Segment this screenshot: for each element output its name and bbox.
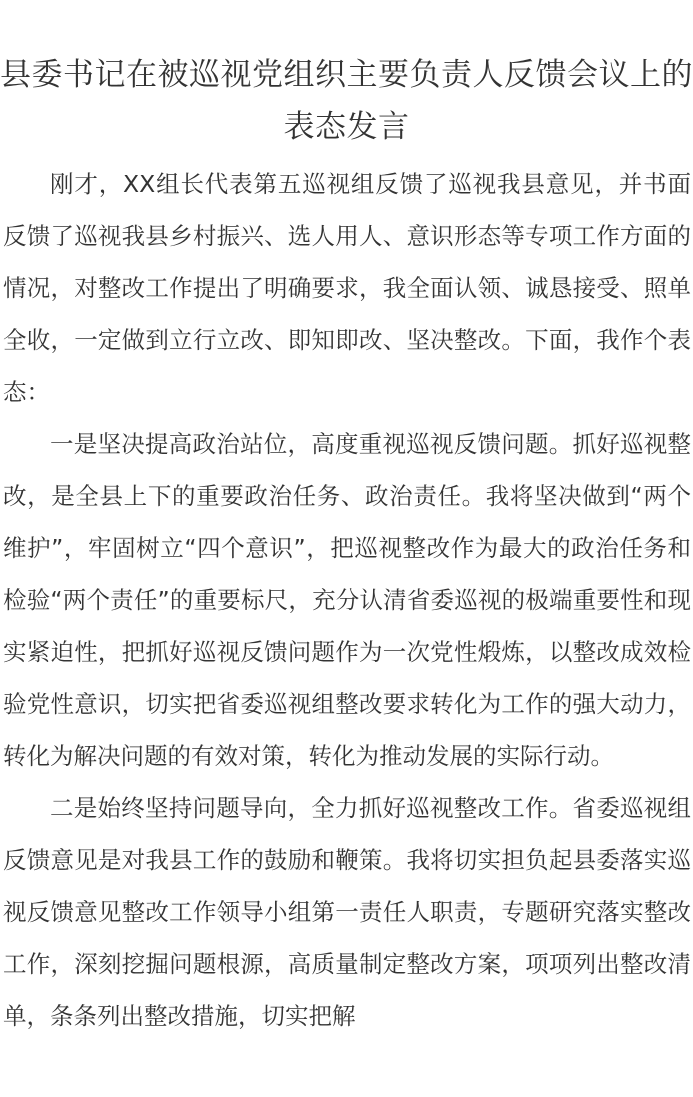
paragraph-point-one: 一是坚决提高政治站位，高度重视巡视反馈问题。抓好巡视整改，是全县上下的重要政治任务、政治责任。我将坚决做到“两个维护”，牢固树立“四个意识”，把巡视整改作为最大的政治任务和检验“两个责任”的重要标尺，充分认清省委巡视的极端重要性和现实紧迫性，把抓好巡视反馈问题作为一次党性煅炼，以整改成效检验党性意识，切实把省委巡视组整改要求转化为工作的强大动力，转化为解决问题的有效对策，转化为推动发展的实际行动。 xyxy=(3,430,691,770)
document-title: 县委书记在被巡视党组织主要负责人反馈会议上的表态发言 xyxy=(0,56,693,145)
paragraph-intro: 刚才，XX组长代表第五巡视组反馈了巡视我县意见，并书面反馈了巡视我县乡村振兴、选人用人、意识形态等专项工作方面的情况，对整改工作提出了明确要求，我全面认领、诚恳接受、照单全收，一定做到立行立改、即知即改、坚决整改。下面，我作个表态： xyxy=(3,170,691,406)
paragraph-point-two: 二是始终坚持问题导向，全力抓好巡视整改工作。省委巡视组反馈意见是对我县工作的鼓励和鞭策。我将切实担负起县委落实巡视反馈意见整改工作领导小组第一责任人职责，专题研究落实整改工作，深刻挖掘问题根源，高质量制定整改方案，项项列出整改清单，条条列出整改措施，切实把解 xyxy=(3,794,691,1030)
document-body xyxy=(3,158,691,1042)
